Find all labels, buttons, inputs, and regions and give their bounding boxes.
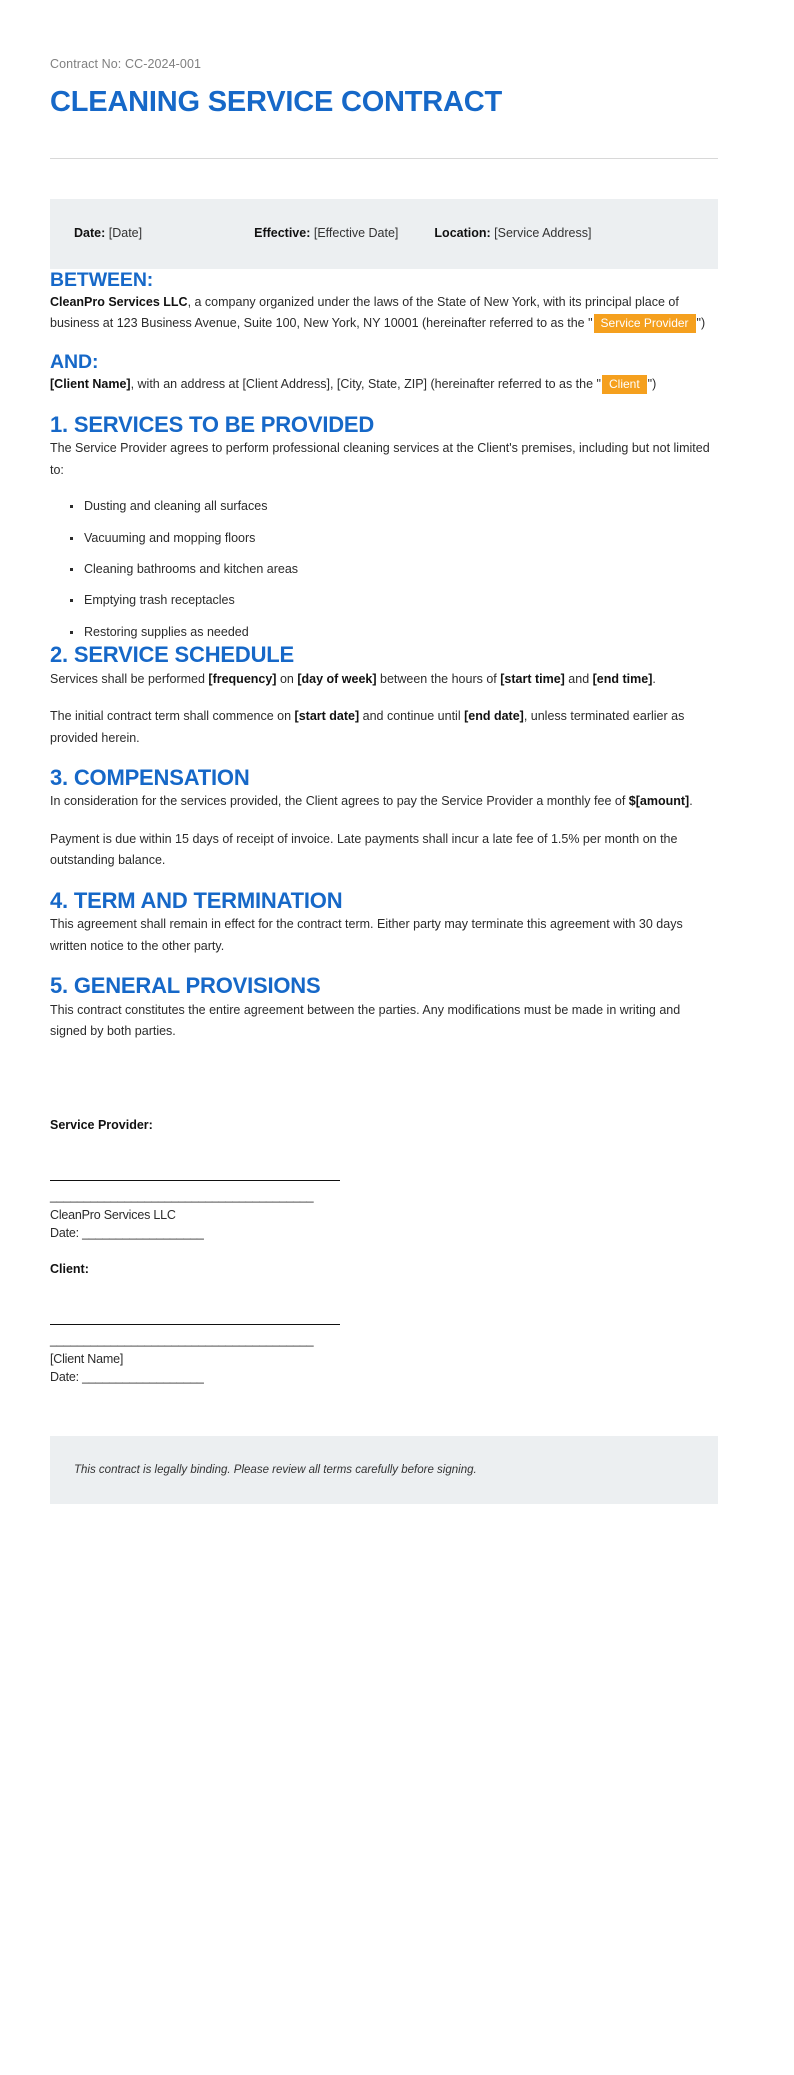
client-signature-block [50, 1261, 718, 1387]
meta-effective-label: Effective: [254, 226, 311, 241]
term-start-date: [start date] [294, 709, 360, 724]
list-item: Emptying trash receptacles [84, 591, 718, 610]
provider-text-2: ") [696, 316, 706, 331]
comp-text-c: . [689, 794, 693, 809]
between-heading: BETWEEN: [50, 268, 154, 291]
client-text-2: ") [647, 377, 657, 392]
term-text-c: and continue until [359, 709, 465, 724]
sched-text-e: between the hours of [376, 671, 501, 686]
legal-notice-box [50, 1436, 718, 1504]
services-list [50, 497, 718, 642]
list-item: Restoring supplies as needed [84, 623, 718, 642]
sched-text-i: . [652, 671, 656, 686]
provider-signature-block [50, 1117, 718, 1243]
provider-signature-line[interactable] [50, 1180, 340, 1181]
contract-meta-bar [50, 199, 718, 269]
client-name: [Client Name] [50, 377, 131, 392]
sched-start-time: [start time] [500, 671, 565, 686]
header-divider [50, 158, 718, 159]
list-item: Cleaning bathrooms and kitchen areas [84, 560, 718, 579]
meta-effective-value: [Effective Date] [313, 226, 399, 241]
document-header [50, 56, 718, 159]
client-underscore-line: _______________________________________ [50, 1333, 314, 1348]
sched-text-c: on [276, 671, 298, 686]
term-text-a: The initial contract term shall commence on [50, 709, 295, 724]
client-date-line[interactable]: Date: __________________ [50, 1370, 204, 1385]
comp-text-a: In consideration for the services provided, the Client agrees to pay the Service Provider a monthly fee of [50, 794, 629, 809]
sched-end-time: [end time] [592, 671, 653, 686]
sched-text-g: and [564, 671, 593, 686]
provider-signature-label: Service Provider: [50, 1117, 153, 1132]
client-signature-label: Client: [50, 1261, 89, 1276]
meta-location [434, 224, 591, 243]
client-tag: Client [602, 375, 647, 394]
term-end-date: [end date] [464, 709, 524, 724]
meta-location-value: [Service Address] [494, 226, 592, 241]
sched-frequency: [frequency] [208, 671, 277, 686]
section-3-paragraph-2: Payment is due within 15 days of receipt of invoice. Late payments shall incur a late fee of 1.5% per month on the outstanding balance. [50, 831, 678, 868]
client-paragraph [50, 374, 718, 396]
client-printed-name: [Client Name] [50, 1352, 124, 1367]
contract-number: Contract No: CC-2024-001 [50, 57, 202, 71]
provider-underscore-line: _______________________________________ [50, 1189, 314, 1204]
section-4-heading: 4. TERM AND TERMINATION [50, 887, 343, 913]
client-text-1: , with an address at [Client Address], [City, State, ZIP] (hereinafter referred to as the " [130, 377, 601, 392]
section-5-paragraph-1: This contract constitutes the entire agreement between the parties. Any modifications must be made in writing and signed by both parties. [50, 1002, 681, 1039]
section-3-heading: 3. COMPENSATION [50, 765, 250, 791]
meta-date-label: Date: [74, 226, 106, 241]
meta-date-value: [Date] [108, 226, 143, 241]
list-item: Vacuuming and mopping floors [84, 529, 718, 548]
section-2-paragraph-1 [50, 669, 718, 691]
page-title: CLEANING SERVICE CONTRACT [50, 86, 503, 119]
term-text-e: , unless terminated earlier as provided herein. [50, 709, 685, 745]
provider-name: CleanPro Services LLC [50, 294, 188, 309]
client-signature-line[interactable] [50, 1324, 340, 1325]
service-provider-tag: Service Provider [594, 314, 696, 333]
provider-printed-name: CleanPro Services LLC [50, 1208, 176, 1223]
meta-location-label: Location: [434, 226, 491, 241]
meta-effective [254, 224, 398, 243]
list-item: Dusting and cleaning all surfaces [84, 497, 718, 516]
meta-date [74, 224, 142, 243]
section-3-paragraph-1 [50, 791, 718, 813]
signature-area [50, 1117, 718, 1387]
sched-day: [day of week] [297, 671, 377, 686]
section-1-intro: The Service Provider agrees to perform professional cleaning services at the Client's premises, including but not limited to: [50, 441, 710, 477]
provider-text-1: , a company organized under the laws of the State of New York, with its principal place of business at 123 Business Avenue, Suite 100, New York, NY 10001 (hereinafter referred to as the " [50, 294, 679, 331]
provider-date-line[interactable]: Date: __________________ [50, 1226, 204, 1241]
section-4-paragraph-1: This agreement shall remain in effect for the contract term. Either party may terminate this agreement with 30 days written notice to the other party. [50, 917, 683, 953]
comp-amount: $[amount] [628, 794, 690, 809]
section-5-heading: 5. GENERAL PROVISIONS [50, 973, 321, 999]
section-2-heading: 2. SERVICE SCHEDULE [50, 642, 294, 668]
section-2-paragraph-2 [50, 706, 718, 749]
page-bottom-spacer [50, 1504, 718, 1550]
legal-notice-text: This contract is legally binding. Please review all terms carefully before signing. [74, 1463, 477, 1476]
section-1-heading: 1. SERVICES TO BE PROVIDED [50, 411, 375, 437]
and-heading: AND: [50, 350, 99, 373]
document-content [50, 0, 718, 1550]
sched-text-a: Services shall be performed [50, 671, 209, 686]
provider-paragraph [50, 292, 718, 335]
